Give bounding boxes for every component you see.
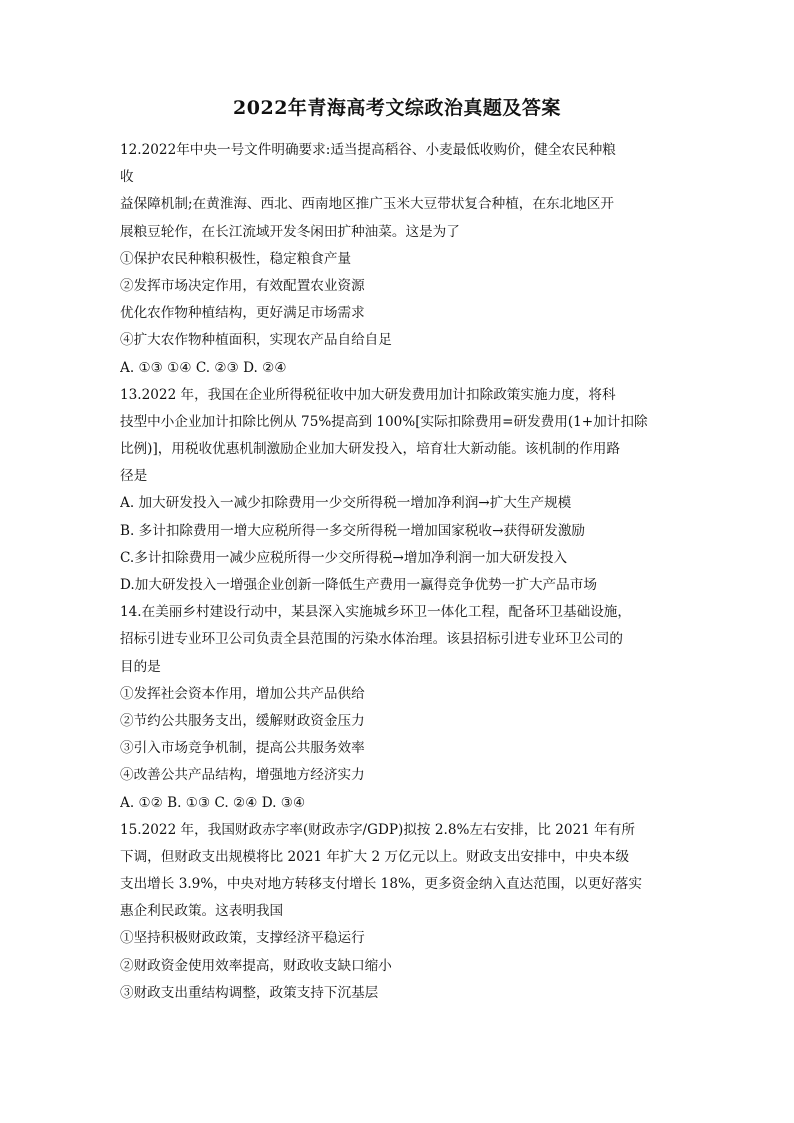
text-line: 比例)]，用税收优惠机制激励企业加大研发投入，培育壮大新动能。该机制的作用路 (120, 441, 620, 458)
text-line: ②发挥市场决定作用，有效配置农业资源 (120, 277, 365, 294)
page-title: 2022年青海高考文综政治真题及答案 (233, 97, 561, 119)
text-line: 支出增长 3.9%，中央对地方转移支付增长 18%，更多资金纳入直达范围，以更好落实 (120, 876, 642, 893)
text-line: A. ①③ ①④ C. ②③ D. ②④ (120, 359, 287, 376)
text-line: 惠企利民政策。这表明我国 (120, 903, 284, 920)
text-line: D.加大研发投入一增强企业创新一降低生产费用一赢得竞争优势一扩大产品市场 (120, 577, 597, 593)
text-line: ④改善公共产品结构，增强地方经济实力 (120, 767, 365, 784)
text-line: 径是 (120, 468, 148, 485)
text-line: ④扩大农作物种植面积，实现农产品自给自足 (120, 332, 392, 349)
text-line: 优化农作物种植结构，更好满足市场需求 (120, 305, 365, 322)
text-line: ②节约公共服务支出，缓解财政资金压力 (120, 712, 365, 729)
text-line: B. 多计扣除费用一增大应税所得一多交所得税一增加国家税收→获得研发激励 (120, 522, 586, 539)
text-line: ③财政支出重结构调整，政策支持下沉基层 (120, 984, 379, 1001)
text-line: 14.在美丽乡村建设行动中，某县深入实施城乡环卫一体化工程，配备环卫基础设施， (120, 604, 631, 621)
text-line: 12.2022年中央一号文件明确要求:适当提高稻谷、小麦最低收购价，健全农民种粮 (120, 142, 616, 158)
text-line: ②财政资金使用效率提高，财政收支缺口缩小 (120, 957, 392, 974)
text-line: ③引入市场竞争机制，提高公共服务效率 (120, 740, 365, 757)
text-line: 收 (120, 169, 134, 186)
text-line: 下调，但财政支出规模将比 2021 年扩大 2 万亿元以上。财政支出安排中，中央本级 (120, 848, 630, 865)
text-line: 13.2022 年，我国在企业所得税征收中加大研发费用加计扣除政策实施力度，将科 (120, 386, 616, 403)
text-line: A. 加大研发投入一减少扣除费用一少交所得税一增加净利润→扩大生产规模 (120, 495, 572, 512)
text-line: ①保护农民种粮积极性，稳定粮食产量 (120, 250, 352, 267)
text-line: 展粮豆轮作，在长江流域开发冬闲田扩种油菜。这是为了 (120, 223, 460, 240)
text-line: 益保障机制;在黄淮海、西北、西南地区推广玉米大豆带状复合种植，在东北地区开 (120, 196, 614, 213)
text-line: 目的是 (120, 658, 161, 675)
text-line: 技型中小企业加计扣除比例从 75%提高到 100%[实际扣除费用=研发费用(1+加计扣除 (120, 413, 648, 430)
text-line: ①坚持积极财政政策，支撑经济平稳运行 (120, 930, 365, 947)
document-body (120, 137, 685, 1007)
text-line: 招标引进专业环卫公司负责全县范围的污染水体治理。该县招标引进专业环卫公司的 (120, 631, 623, 648)
text-line: ①发挥社会资本作用，增加公共产品供给 (120, 685, 365, 702)
text-line: 15.2022 年，我国财政赤字率(财政赤字/GDP)拟按 2.8%左右安排，比 2021 年有所 (120, 821, 635, 838)
text-line: C.多计扣除费用一减少应税所得一少交所得税→增加净利润一加大研发投入 (120, 549, 568, 566)
text-line: A. ①② B. ①③ C. ②④ D. ③④ (120, 794, 306, 811)
